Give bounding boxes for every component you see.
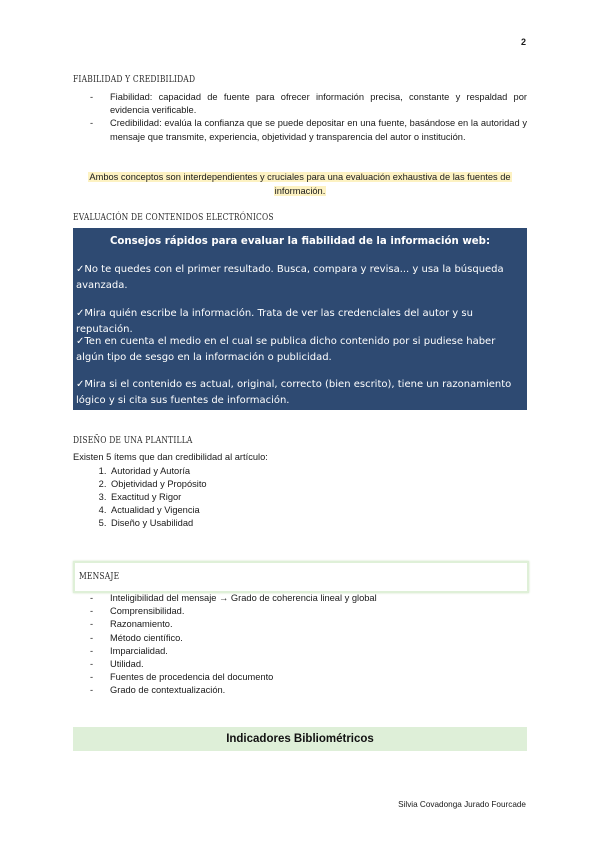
fiabilidad-list — [90, 91, 527, 144]
indicadores-heading: Indicadores Bibliométricos — [73, 727, 527, 751]
page-number: 2 — [521, 37, 527, 47]
highlight-text: Ambos conceptos son interdependientes y cruciales para una evaluación exhaustiva de las fuentes de información. — [89, 172, 511, 196]
list-item: - Método científico. — [90, 632, 527, 645]
tip-item — [76, 334, 521, 365]
tips-box-title: Consejos rápidos para evaluar la fiabilidad de la información web: — [109, 236, 491, 247]
check-icon: ✓ — [76, 379, 85, 390]
tip-text: Mira si el contenido es actual, original, correcto (bien escrito), tiene un razonamiento lógico y si cita sus fuentes de información. — [76, 379, 512, 406]
mensaje-box — [73, 561, 529, 593]
highlight-note — [73, 171, 527, 198]
plantilla-heading: DISEÑO DE UNA PLANTILLA — [73, 436, 193, 446]
list-item: - Fiabilidad: capacidad de fuente para ofrecer información precisa, constante y respaldad por evidencia verificable. — [90, 91, 527, 117]
evaluacion-heading: EVALUACIÓN DE CONTENIDOS ELECTRÓNICOS — [73, 213, 274, 223]
list-item: - Utilidad. — [90, 658, 527, 671]
author-footer: Silvia Covadonga Jurado Fourcade — [398, 800, 526, 809]
list-item: - Razonamiento. — [90, 618, 527, 631]
list-item: 4. Actualidad y Vigencia — [109, 504, 207, 517]
plantilla-intro: Existen 5 ítems que dan credibilidad al artículo: — [73, 452, 268, 462]
list-item: - Credibilidad: evalúa la confianza que se puede depositar en una fuente, basándose en la autoridad y mensaje que transmite, experiencia, objetividad y transparencia del autor o institución. — [90, 117, 527, 143]
tips-box — [73, 228, 527, 410]
list-item: - Inteligibilidad del mensaje → Grado de coherencia lineal y global — [90, 592, 527, 605]
mensaje-heading: MENSAJE — [79, 572, 120, 582]
mensaje-list — [90, 592, 527, 698]
tip-item — [76, 377, 521, 408]
plantilla-list — [73, 465, 207, 530]
check-icon: ✓ — [76, 336, 85, 347]
list-item: - Comprensibilidad. — [90, 605, 527, 618]
list-item: 1. Autoridad y Autoría — [109, 465, 207, 478]
check-icon: ✓ — [76, 308, 85, 319]
list-item: 3. Exactitud y Rigor — [109, 491, 207, 504]
tip-item — [76, 306, 521, 337]
tip-text: Ten en cuenta el medio en el cual se publica dicho contenido por si pudiese haber algún tipo de sesgo en la información o publicidad. — [76, 336, 496, 363]
list-item: - Imparcialidad. — [90, 645, 527, 658]
list-item: 2. Objetividad y Propósito — [109, 478, 207, 491]
fiabilidad-heading: FIABILIDAD Y CREDIBILIDAD — [73, 75, 196, 85]
list-item: - Grado de contextualización. — [90, 684, 527, 697]
list-item: 5. Diseño y Usabilidad — [109, 517, 207, 530]
list-item: - Fuentes de procedencia del documento — [90, 671, 527, 684]
tip-text: Mira quién escribe la información. Trata de ver las credenciales del autor y su reputación. — [76, 308, 473, 335]
tip-text: No te quedes con el primer resultado. Busca, compara y revisa... y usa la búsqueda avanzada. — [76, 264, 504, 291]
tip-item — [76, 262, 521, 293]
check-icon: ✓ — [76, 264, 85, 275]
